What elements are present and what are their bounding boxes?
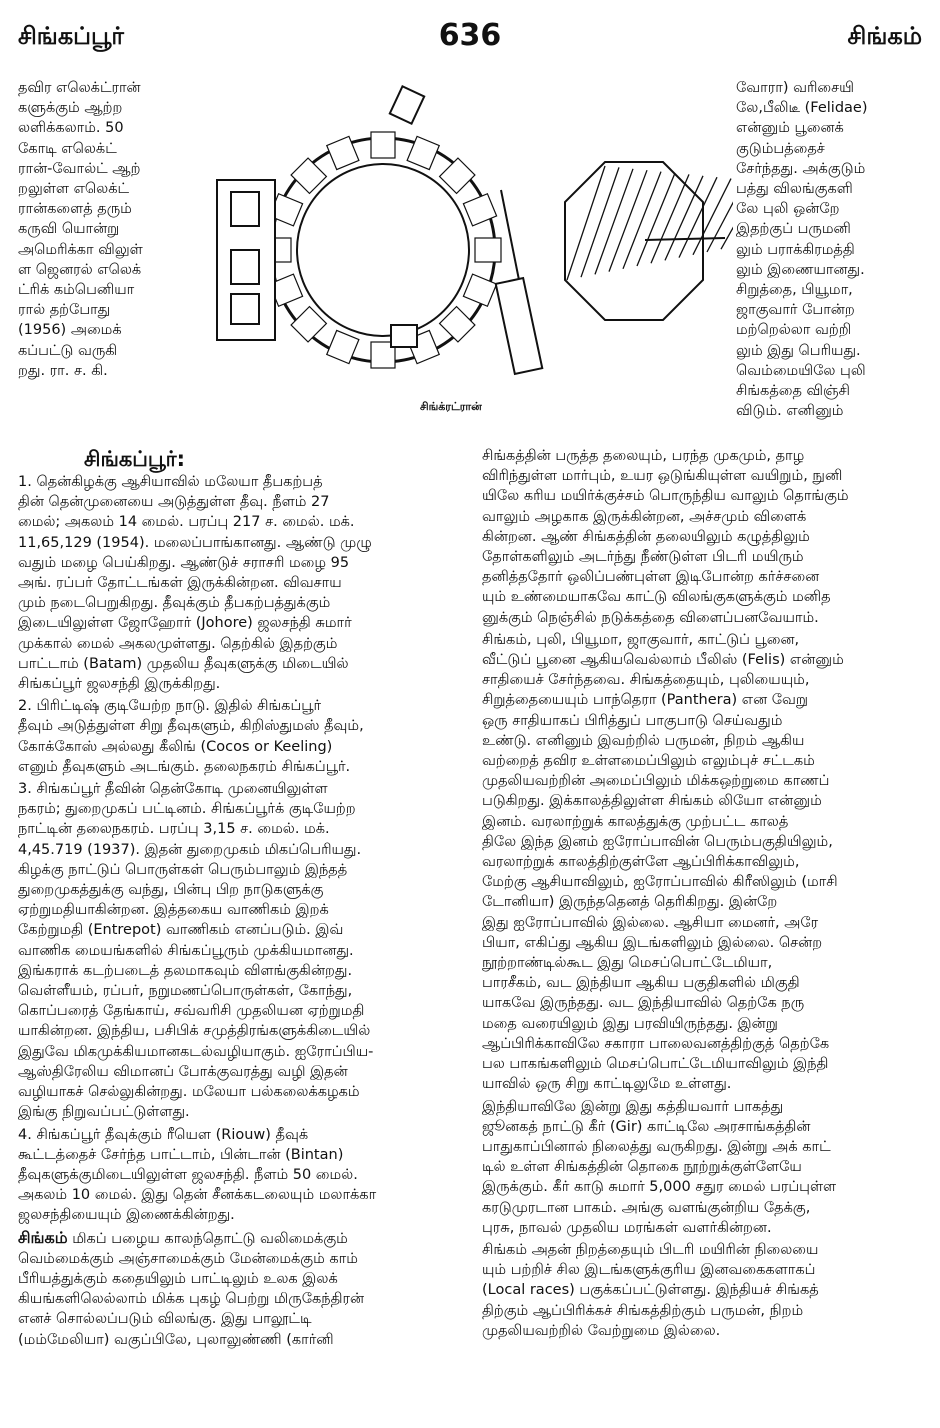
text-line: பியா, எகிப்து ஆகிய இடங்களிலும் இல்லை. சென்ற	[482, 934, 823, 951]
text-line: (1956) அமைக்	[18, 322, 122, 339]
magnet-segment	[440, 307, 475, 342]
text-line: கொப்பரைத் தேங்காய், சவ்வரிசி முதலியன ஏற்றுமதி	[18, 1003, 365, 1020]
text-line: என்னும் பூனைக்	[736, 120, 844, 137]
text-line: ஆஸ்திரேலிய விமானப் போக்குவரத்து வழி இதன்	[18, 1063, 348, 1080]
text-line: களுக்கும் ஆற்ற	[18, 100, 123, 117]
text-line: இருக்கும். கீர் காடு சுமார் 5,000 சதுர மைல் பரப்புள்ள	[482, 1179, 837, 1196]
left-top-text	[18, 78, 204, 381]
text-line: எனும் தீவுகளும் அடங்கும். தலைநகரம் சிங்கப்பூர்.	[18, 758, 351, 775]
text-line: புரசு, நாவல் முதலிய மரங்கள் வளர்கின்றன.	[482, 1219, 772, 1236]
left-column	[18, 446, 463, 1352]
page-number: 636	[438, 18, 502, 53]
text-line: இது ஐரோப்பாவில் இல்லை. ஆசியா மைனர், அரே	[482, 914, 819, 931]
paragraph	[482, 1097, 926, 1238]
text-line: சிங்கப்பூர் ஜலசந்தி இருக்கிறது.	[18, 676, 221, 693]
lion-first-line	[18, 1228, 463, 1249]
text-line: தோள்களிலும் அடர்ந்து நீண்டுள்ள பிடரி மயிரும்	[482, 549, 804, 566]
text-line: பத்து விலங்குகளி	[736, 181, 853, 198]
text-line: லும் இது பெரியது.	[736, 342, 861, 359]
text-line: நாட்டின் தலைநகரம். பரப்பு 3,15 ச. மைல். மக்.	[18, 821, 330, 838]
text-line: 4,45.719 (1937). இதன் துறைமுகம் மிகப்பெரியது.	[18, 841, 362, 858]
text-line: திற்கும் ஆப்பிரிக்கச் சிங்கத்திற்கும் பருமன், நிறம்	[482, 1302, 804, 1319]
text-line: கிழக்கு நாட்டுப் பொருள்கள் பெரும்பாலும் இந்தத்	[18, 861, 348, 878]
text-line: சாதியைச் சேர்ந்தவை. சிங்கத்தையும், புலியையும்,	[482, 672, 810, 689]
text-line: லளிக்கலாம். 50	[18, 120, 124, 137]
text-line: மைல்; அகலம் 14 மைல். பரப்பு 217 ச. மைல். மக்.	[18, 514, 355, 531]
text-line: வீட்டுப் பூனை ஆகியவெல்லாம் பீலிஸ் (Felis) என்னும்	[482, 652, 844, 669]
magnet-segment	[371, 132, 395, 158]
text-line: கருவி யொன்று	[18, 221, 120, 238]
text-line: வரலாற்றுக் காலத்திற்குள்ளே ஆப்பிரிக்காவிலும்,	[482, 854, 800, 871]
paragraph	[482, 1240, 926, 1341]
text-line: 2. பிரிட்டிஷ் குடியேற்ற நாடு. இதில் சிங்கப்பூர்	[18, 698, 322, 715]
text-line: லே புலி ஒன்றே	[736, 201, 840, 218]
text-line: ஜாகுவார் போன்ற	[736, 302, 855, 319]
text-line: அமெரிக்கா விலுள்	[18, 241, 143, 258]
text-line: பல பாகங்களிலும் மெசப்பொட்டேமியாவிலும் இந்தி	[482, 1056, 829, 1073]
text-line: யாகவே இருந்தது. வட இந்தியாவில் தெற்கே நரு	[482, 995, 805, 1012]
figure-caption: சிங்க்ரட்ரான்	[420, 400, 482, 413]
text-line: யாவில் ஒரு சிறு காட்டிலுமே உள்ளது.	[482, 1076, 732, 1093]
text-line: முதலியவற்றின் அமைப்பிலும் மிக்கஒற்றுமை காணப்	[482, 773, 830, 790]
text-line: றலுள்ள எலெக்ட்	[18, 181, 130, 198]
text-line: சிங்கம் அதன் நிறத்தையும் பிடரி மயிரின் நிலையை	[482, 1241, 819, 1258]
synchrotron-figure	[205, 80, 733, 420]
text-line: இதுவே மிகமுக்கியமானகடல்வழியாகும். ஐரோப்பிய-	[18, 1043, 374, 1060]
text-line: 1. தென்கிழக்கு ஆசியாவில் மலேயா தீபகற்பத்	[18, 474, 323, 490]
text-line: தீவுகளுக்குமிடையிலுள்ள ஜலசந்தி. நீளம் 50 மைல்.	[18, 1166, 358, 1183]
text-line: எனச் சொல்லப்படும் விலங்கு. இது பாலூட்டி	[18, 1311, 312, 1328]
text-line: னுக்கும் நெஞ்சில் நடுக்கத்தை விளைப்பனவேயாம்.	[482, 609, 819, 626]
text-line: முக்கால் மைல் அகலமுள்ளது. தெற்கில் இதற்கும்	[18, 635, 338, 652]
text-line: தீவும் அடுத்துள்ள சிறு தீவுகளும், கிறிஸ்துமஸ் தீவும்,	[18, 718, 364, 735]
text-line: ள ஜெனரல் எலெக்	[18, 261, 142, 278]
text-line: ஒரு சாதியாகப் பிரித்துப் பாகுபாடு செய்வதும்	[482, 712, 783, 729]
text-line: இனம். வரலாற்றுக் காலத்துக்கு முற்பட்ட காலத்	[482, 813, 789, 830]
text-line: டில் உள்ள சிங்கத்தின் தொகை நூற்றுக்குள்ளேயே	[482, 1159, 802, 1176]
text-line: ஆப்பிரிக்காவிலே சகாரா பாலைவனத்திற்குத் தெற்கே	[482, 1035, 830, 1052]
text-line: ஜூனகத் நாட்டு கீர் (Gir) காட்டிலே அரசாங்கத்தின்	[482, 1118, 811, 1135]
right-column	[482, 446, 926, 1343]
text-line: பாட்டாம் (Batam) முதலிய தீவுகளுக்கு மிடையில்	[18, 655, 349, 672]
text-line: (Local races) பகுக்கப்பட்டுள்ளது. இந்தியச் சிங்கத்	[482, 1282, 819, 1299]
text-line: விரிந்துள்ள மார்பும், உயர ஒடுங்கியுள்ள வயிறும், நுனி	[482, 468, 843, 485]
text-line: உண்டு. எனினும் இவற்றில் பருமன், நிறம் ஆகிய	[482, 732, 805, 749]
text-line: கோடி எலெக்ட்	[18, 140, 117, 157]
text-line: மும் நடைபெறுகிறது. தீவுக்கும் தீபகற்பத்துக்கும்	[18, 595, 331, 612]
text-line: 11,65,129 (1954). மலைப்பாங்கானது. ஆண்டு முழு	[18, 534, 372, 551]
text-line: கேற்றுமதி (Entrepot) வாணிகம் எனப்படும். இவ்	[18, 922, 344, 939]
text-line: வாணிக மையங்களில் சிங்கப்பூரும் முக்கியமானது.	[18, 942, 354, 959]
paragraph	[18, 1125, 463, 1226]
magnet-segment	[291, 307, 326, 342]
text-line: சேர்ந்தது. அக்குடும்	[736, 160, 866, 177]
text-line: கரடுமுரடான பாகம். அங்கு வளங்குன்றிய தேக்கு,	[482, 1199, 811, 1216]
text-line: லும் பராக்கிரமத்தி	[736, 241, 855, 258]
text-line: கூட்டத்தைச் சேர்ந்த பாட்டாம், பின்டான் (Bintan)	[18, 1146, 344, 1163]
text-line: அகலம் 10 மைல். இது தென் சீனக்கடலையும் மலாக்கா	[18, 1187, 377, 1204]
text-line: டோனியா) இருந்ததெனத் தெரிகிறது. இன்றே	[482, 894, 778, 911]
text-line: நகரம்; துறைமுகப் பட்டினம். சிங்கப்பூர்க் குடியேற்ற	[18, 801, 356, 818]
paragraph	[482, 630, 926, 1095]
text-line: அங். ரப்பர் தோட்டங்கள் இருக்கின்றன. விவசாய	[18, 575, 342, 592]
synchrotron-illustration	[205, 80, 733, 420]
text-line: சிறுத்தை, பியூமா,	[736, 282, 853, 299]
text-line: பாதுகாப்பினால் நிலைத்து வருகிறது. இன்று அக் காட்	[482, 1138, 831, 1155]
text-line: றது. ரா. ச. கி.	[18, 362, 108, 379]
running-header-left: சிங்கப்பூர்	[18, 22, 124, 50]
text-line: இங்கராக் கடற்படைத் தலமாகவும் விளங்குகின்றது.	[18, 962, 353, 979]
text-line: வதும் மழை பெய்கிறது. ஆண்டுச் சராசரி மழை 95	[18, 554, 350, 571]
left-paragraphs	[18, 472, 463, 1226]
text-line: யிலே கரிய மயிர்க்குச்சம் பொருந்திய வாலும் தொங்கும்	[482, 488, 849, 505]
text-line: தின் தென்முனையை அடுத்துள்ள தீவு. நீளம் 27	[18, 494, 330, 511]
text-line: (மம்மேலியா) வகுப்பிலே, புலாலுண்ணி (கார்னி	[18, 1331, 334, 1348]
text-line: விடும். எனினும்	[736, 403, 844, 420]
text-line: வெள்ளீயம், ரப்பர், நறுமணப்பொருள்கள், கோந்து,	[18, 983, 353, 1000]
text-line: யும் உண்மையாகவே காட்டு விலங்குகளுக்கும் மனித	[482, 589, 831, 606]
paragraph	[18, 472, 463, 694]
magnet-segment	[475, 238, 501, 262]
text-line: இடையிலுள்ள ஜோஹோர் (Johore) ஜலசந்தி சுமார்	[18, 615, 352, 632]
text-line: திலே இந்த இனம் ஐரோப்பாவின் பெரும்பகுதியிலும்,	[482, 833, 833, 850]
lion-lead: சிங்கம்	[18, 1227, 68, 1247]
lion-first-line-text: மிகப் பழைய காலந்தொட்டு வலிமைக்கும்	[67, 1230, 348, 1247]
text-line: 3. சிங்கப்பூர் தீவின் தென்கோடி முனையிலுள்ள	[18, 781, 328, 798]
text-line: இந்தியாவிலே இன்று இது கத்தியவார் பாகத்து	[482, 1098, 784, 1115]
text-line: கப்பட்டு வருகி	[18, 342, 118, 359]
lion-paragraph	[18, 1228, 463, 1350]
text-line: ரான்-வோல்ட் ஆற்	[18, 160, 141, 177]
article-heading: சிங்கப்பூர்:	[84, 447, 186, 471]
magnet-segment	[291, 158, 326, 193]
text-line: பாரசீகம், வட இந்தியா ஆகிய பகுதிகளில் மிகுதி	[482, 975, 800, 992]
text-line: வழியாகச் செல்லுகின்றது. மலேயா பல்கலைக்கழகம்	[18, 1084, 360, 1101]
text-line: லும் இணையானது.	[736, 261, 865, 278]
paragraph	[482, 446, 926, 628]
paragraph	[18, 696, 463, 777]
text-line: யும் பற்றிச் சில இடங்களுக்குரிய இனவகைகளாகப்	[482, 1262, 816, 1279]
text-line: குடும்பத்தைச்	[736, 140, 825, 157]
text-line: இங்கு நிறுவப்பட்டுள்ளது.	[18, 1104, 190, 1121]
text-line: தவிர எலெக்ட்ரான்	[18, 80, 141, 96]
text-line: சிறுத்தையையும் பாந்தெரா (Panthera) என வேறு	[482, 692, 809, 709]
text-line: லே,பீலிடீ (Felidae)	[736, 100, 868, 117]
text-line: மதை வரையிலும் இது பரவியிருந்தது. இன்று	[482, 1015, 778, 1032]
text-line: வாலும் அழகாக இருக்கின்றன, அச்சமும் விளைக்	[482, 508, 807, 525]
text-line: சிங்கம், புலி, பியூமா, ஜாகுவார், காட்டுப் பூனை,	[482, 631, 800, 648]
text-line: யாகின்றன. இந்திய, பசிபிக் சமுத்திரங்களுக்கிடையில்	[18, 1023, 371, 1040]
text-line: கோக்கோஸ் அல்லது கீலிங் (Cocos or Keeling)	[18, 738, 333, 755]
text-line: முதலியவற்றில் வேற்றுமை இல்லை.	[482, 1322, 721, 1339]
text-line: பீரியத்துக்கும் கதையிலும் பாட்டிலும் உலக இலக்	[18, 1270, 338, 1287]
text-line: சிங்கத்தின் பருத்த தலையும், பரந்த முகமும், தாழ	[482, 448, 805, 464]
magnet-segment	[440, 158, 475, 193]
text-line: கின்றன. ஆண் சிங்கத்தின் தலையிலும் கழுத்திலும்	[482, 528, 810, 545]
text-line: சிங்கத்தை விஞ்சி	[736, 383, 850, 400]
text-line: துறைமுகத்துக்கு வந்து, பின்பு பிற நாடுகளுக்கு	[18, 882, 324, 899]
text-line: ட்ரிக் கம்பெனியா	[18, 282, 135, 299]
text-line: ரால் தற்போது	[18, 302, 111, 319]
text-line: மற்றெல்லா வற்றி	[736, 322, 852, 339]
text-line: தனித்ததோர் ஒலிப்பண்புள்ள இடிபோன்ற கர்ச்சனை	[482, 569, 820, 586]
text-line: நூற்றாண்டில்கூட இது மெசப்பொட்டேமியா,	[482, 955, 773, 972]
paragraph	[18, 779, 463, 1122]
text-line: வற்றைத் தவிர உள்ளமைப்பிலும் எலும்புச் சட்டகம்	[482, 753, 815, 770]
text-line: வெம்மைக்கும் அஞ்சாமைக்கும் மேன்மைக்கும் காம்	[18, 1250, 358, 1267]
text-line: படுகிறது. இக்காலத்திலுள்ள சிங்கம் லியோ என்னும்	[482, 793, 822, 810]
right-top-text	[736, 78, 926, 421]
text-line: வெம்மையிலே புலி	[736, 362, 866, 379]
text-line: இதற்குப் பருமனி	[736, 221, 851, 238]
text-line: கியங்களிலெல்லாம் மிக்க புகழ் பெற்று மிருகேந்திரன்	[18, 1291, 365, 1308]
text-line: வோரா) வரிசையி	[736, 80, 855, 96]
running-header-right: சிங்கம்	[847, 22, 922, 50]
text-line: ஜலசந்தியையும் இணைக்கின்றது.	[18, 1207, 235, 1224]
text-line: 4. சிங்கப்பூர் தீவுக்கும் ரீயௌ (Riouw) தீவுக்	[18, 1126, 309, 1143]
text-line: மேற்கு ஆசியாவிலும், ஐரோப்பாவில் கிரீஸிலும் (மாசி	[482, 874, 838, 891]
text-line: ரான்களைத் தரும்	[18, 201, 132, 218]
text-line: ஏற்றுமதியாகின்றன. இத்தகைய வாணிகம் இறக்	[18, 902, 329, 919]
